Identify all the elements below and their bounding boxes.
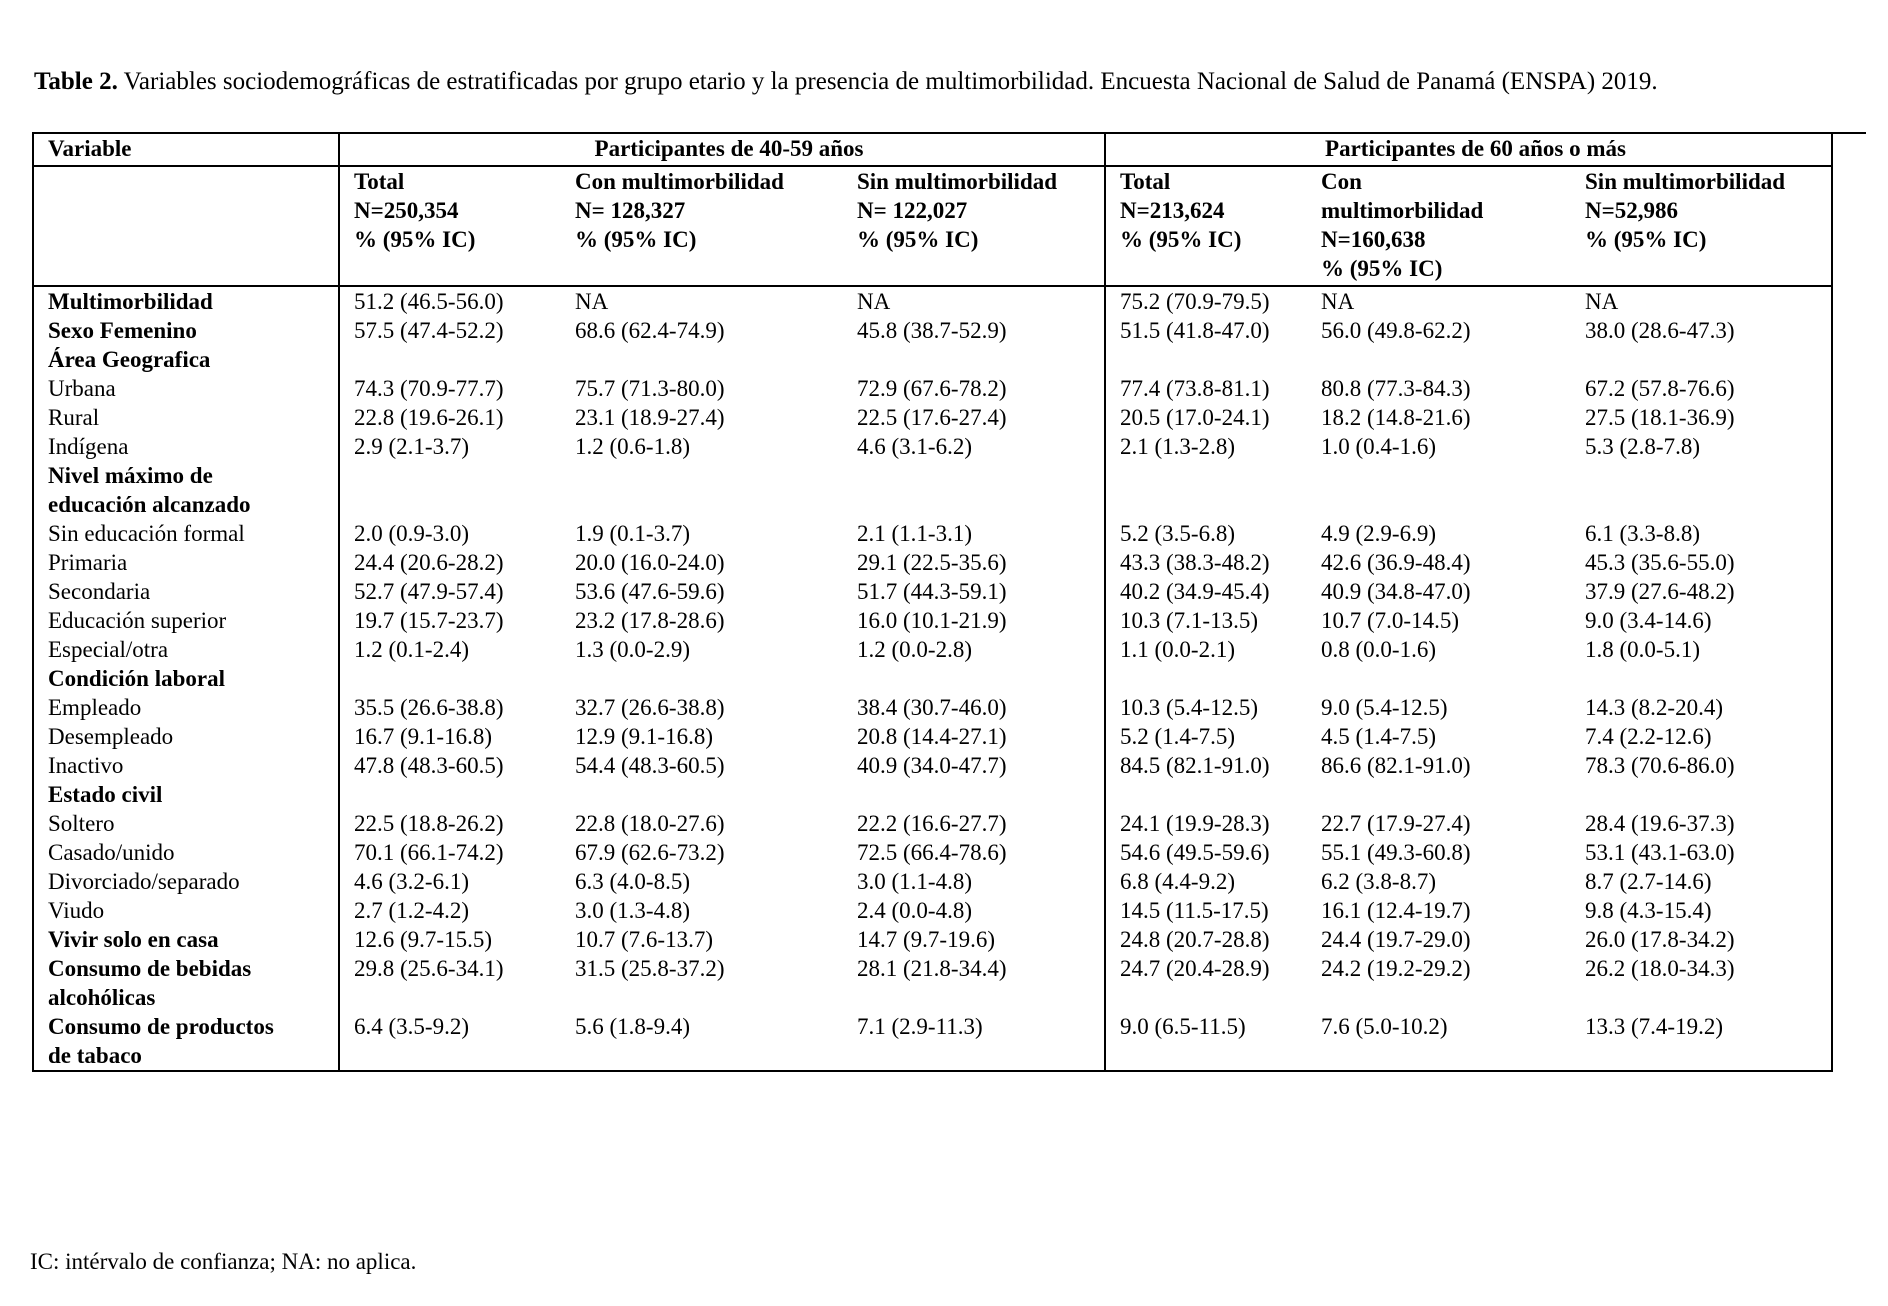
table-cell: 14.7 (9.7-19.6) <box>857 927 995 952</box>
table-cell: 24.2 (19.2-29.2) <box>1321 956 1471 981</box>
row-label: Sin educación formal <box>48 521 245 546</box>
table-row <box>33 664 1832 693</box>
table-cell <box>1307 345 1571 374</box>
table-cell: 12.6 (9.7-15.5) <box>339 925 561 954</box>
column-header-sin-60-plus: Sin multimorbilidad N=52,986 % (95% IC) <box>1571 166 1832 286</box>
table-cell: 8.7 (2.7-14.6) <box>1585 869 1712 894</box>
top-rule-extension <box>1830 132 1866 134</box>
table-cell: 70.1 (66.1-74.2) <box>339 838 561 867</box>
table-row <box>33 490 1832 519</box>
table-cell <box>1307 780 1571 809</box>
table-cell: 9.8 (4.3-15.4) <box>1585 898 1712 923</box>
table-caption <box>34 66 1834 97</box>
table-cell <box>1105 345 1307 374</box>
table-cell: 1.9 (0.1-3.7) <box>575 521 690 546</box>
table-cell: 74.3 (70.9-77.7) <box>339 374 561 403</box>
table-cell: 42.6 (36.9-48.4) <box>1321 550 1471 575</box>
table-row <box>33 896 1832 925</box>
table-cell <box>843 780 1105 809</box>
table-cell <box>1307 983 1571 1012</box>
table-cell: 51.2 (46.5-56.0) <box>339 286 561 316</box>
row-label: Vivir solo en casa <box>48 927 219 952</box>
table-row <box>33 809 1832 838</box>
table-cell: 24.8 (20.7-28.8) <box>1105 925 1307 954</box>
table-cell: 24.4 (20.6-28.2) <box>339 548 561 577</box>
table-cell <box>1105 461 1307 490</box>
table-row <box>33 954 1832 983</box>
table-cell: 7.1 (2.9-11.3) <box>857 1014 983 1039</box>
table-cell <box>843 345 1105 374</box>
table-cell: 5.2 (1.4-7.5) <box>1105 722 1307 751</box>
row-label: Indígena <box>48 434 129 459</box>
table-cell: 47.8 (48.3-60.5) <box>339 751 561 780</box>
table-cell: 27.5 (18.1-36.9) <box>1585 405 1735 430</box>
table-cell: 35.5 (26.6-38.8) <box>339 693 561 722</box>
row-label: Consumo de bebidas <box>48 956 252 981</box>
table-cell <box>843 664 1105 693</box>
table-cell <box>1571 490 1832 519</box>
table-cell: NA <box>1585 289 1619 314</box>
table-cell: 16.7 (9.1-16.8) <box>339 722 561 751</box>
row-label: Inactivo <box>48 753 124 778</box>
table-cell: 31.5 (25.8-37.2) <box>575 956 725 981</box>
table-cell: 67.2 (57.8-76.6) <box>1585 376 1735 401</box>
row-label: Área Geografica <box>48 347 211 372</box>
table-cell: 22.8 (18.0-27.6) <box>575 811 725 836</box>
table-cell: NA <box>1321 289 1355 314</box>
table-cell: 77.4 (73.8-81.1) <box>1105 374 1307 403</box>
row-label: Secondaria <box>48 579 151 604</box>
table-cell: 2.7 (1.2-4.2) <box>339 896 561 925</box>
table-cell <box>339 780 561 809</box>
row-label: Divorciado/separado <box>48 869 240 894</box>
row-label: alcohólicas <box>48 985 156 1010</box>
table-cell: 55.1 (49.3-60.8) <box>1321 840 1471 865</box>
table-cell: 6.8 (4.4-9.2) <box>1105 867 1307 896</box>
table-cell: 18.2 (14.8-21.6) <box>1321 405 1471 430</box>
table-cell <box>843 983 1105 1012</box>
table-row <box>33 780 1832 809</box>
table-cell <box>561 345 843 374</box>
table-cell <box>1307 1041 1571 1071</box>
table-cell <box>1105 780 1307 809</box>
table-cell: 1.2 (0.1-2.4) <box>339 635 561 664</box>
table-cell: 45.3 (35.6-55.0) <box>1585 550 1735 575</box>
table-cell: 4.9 (2.9-6.9) <box>1321 521 1436 546</box>
table-cell <box>561 1041 843 1071</box>
table-cell: 6.4 (3.5-9.2) <box>339 1012 561 1041</box>
row-label: Consumo de productos <box>48 1014 274 1039</box>
column-header-total-40-59: Total N=250,354 % (95% IC) <box>339 166 561 286</box>
table-cell: 16.0 (10.1-21.9) <box>857 608 1007 633</box>
table-cell <box>339 461 561 490</box>
caption-text: Variables sociodemográficas de estratificadas por grupo etario y la presencia de multimorbilidad. Encuesta Nacional de Salud de Panamá (ENSPA) 2019. <box>117 68 1658 95</box>
table-cell: 29.8 (25.6-34.1) <box>339 954 561 983</box>
table-cell: 32.7 (26.6-38.8) <box>575 695 725 720</box>
table-cell <box>339 345 561 374</box>
table-cell: 3.0 (1.1-4.8) <box>857 869 972 894</box>
row-label: Desempleado <box>48 724 174 749</box>
table-cell: 5.3 (2.8-7.8) <box>1585 434 1700 459</box>
table-cell <box>1571 983 1832 1012</box>
table-cell: 67.9 (62.6-73.2) <box>575 840 725 865</box>
table-cell <box>561 461 843 490</box>
table-row <box>33 519 1832 548</box>
table-cell: 28.4 (19.6-37.3) <box>1585 811 1735 836</box>
table-cell: 54.6 (49.5-59.6) <box>1105 838 1307 867</box>
table-cell <box>1105 983 1307 1012</box>
table-cell <box>561 780 843 809</box>
table-row <box>33 838 1832 867</box>
table-cell <box>843 490 1105 519</box>
table-cell: 1.0 (0.4-1.6) <box>1321 434 1436 459</box>
table-cell: 3.0 (1.3-4.8) <box>575 898 690 923</box>
table-cell: 0.8 (0.0-1.6) <box>1321 637 1436 662</box>
column-header-blank <box>33 166 339 286</box>
table-cell: 56.0 (49.8-62.2) <box>1321 318 1471 343</box>
table-cell: 2.9 (2.1-3.7) <box>339 432 561 461</box>
table-cell: 75.7 (71.3-80.0) <box>575 376 725 401</box>
row-label: Nivel máximo de <box>48 463 213 488</box>
table-row <box>33 548 1832 577</box>
table-cell: 2.1 (1.3-2.8) <box>1105 432 1307 461</box>
table-cell: 20.8 (14.4-27.1) <box>857 724 1007 749</box>
column-header-total-60-plus: Total N=213,624 % (95% IC) <box>1105 166 1307 286</box>
table-cell: 16.1 (12.4-19.7) <box>1321 898 1471 923</box>
table-cell: 86.6 (82.1-91.0) <box>1321 753 1471 778</box>
row-label: Condición laboral <box>48 666 226 691</box>
table-cell <box>843 1041 1105 1071</box>
table-cell: 19.7 (15.7-23.7) <box>339 606 561 635</box>
table-cell: 37.9 (27.6-48.2) <box>1585 579 1735 604</box>
table-row <box>33 286 1832 316</box>
caption-label: Table 2. <box>34 68 118 95</box>
row-label: Rural <box>48 405 100 430</box>
table-cell <box>339 664 561 693</box>
table-cell: 2.4 (0.0-4.8) <box>857 898 972 923</box>
table-cell: 14.3 (8.2-20.4) <box>1585 695 1723 720</box>
table-row <box>33 403 1832 432</box>
column-header-con-60-plus: Con multimorbilidad N=160,638 % (95% IC) <box>1307 166 1571 286</box>
table-row <box>33 925 1832 954</box>
table-cell: 28.1 (21.8-34.4) <box>857 956 1007 981</box>
table-cell: 40.9 (34.8-47.0) <box>1321 579 1471 604</box>
table-cell: 20.5 (17.0-24.1) <box>1105 403 1307 432</box>
table-cell: 22.8 (19.6-26.1) <box>339 403 561 432</box>
table-cell: 9.0 (5.4-12.5) <box>1321 695 1448 720</box>
group-header-60-plus: Participantes de 60 años o más <box>1105 133 1832 166</box>
column-header-row <box>33 166 1832 286</box>
table-cell: 1.3 (0.0-2.9) <box>575 637 690 662</box>
table-cell: 5.2 (3.5-6.8) <box>1105 519 1307 548</box>
table-cell <box>561 490 843 519</box>
table-row <box>33 983 1832 1012</box>
table-cell <box>561 664 843 693</box>
row-label: Multimorbilidad <box>48 289 213 314</box>
table-cell: 7.4 (2.2-12.6) <box>1585 724 1712 749</box>
table-cell: 2.1 (1.1-3.1) <box>857 521 972 546</box>
table-cell <box>1307 664 1571 693</box>
table-cell: 24.1 (19.9-28.3) <box>1105 809 1307 838</box>
table-row <box>33 374 1832 403</box>
table-cell: 53.6 (47.6-59.6) <box>575 579 725 604</box>
table-cell: 26.2 (18.0-34.3) <box>1585 956 1735 981</box>
table-cell: 10.3 (7.1-13.5) <box>1105 606 1307 635</box>
table-cell: 7.6 (5.0-10.2) <box>1321 1014 1448 1039</box>
table-cell: 12.9 (9.1-16.8) <box>575 724 713 749</box>
table-cell: 2.0 (0.9-3.0) <box>339 519 561 548</box>
table-cell: 20.0 (16.0-24.0) <box>575 550 725 575</box>
table-cell: 84.5 (82.1-91.0) <box>1105 751 1307 780</box>
table-cell <box>1571 1041 1832 1071</box>
column-header-sin-40-59: Sin multimorbilidad N= 122,027 % (95% IC) <box>843 166 1105 286</box>
table-cell: 10.3 (5.4-12.5) <box>1105 693 1307 722</box>
table-cell: 6.2 (3.8-8.7) <box>1321 869 1436 894</box>
table-cell <box>843 461 1105 490</box>
table-row <box>33 316 1832 345</box>
table-row <box>33 1041 1832 1071</box>
table-cell <box>339 1041 561 1071</box>
table-cell <box>339 983 561 1012</box>
table-row <box>33 345 1832 374</box>
table-cell: 54.4 (48.3-60.5) <box>575 753 725 778</box>
table-cell: 9.0 (6.5-11.5) <box>1105 1012 1307 1041</box>
table-cell <box>1105 490 1307 519</box>
table-cell: 22.5 (17.6-27.4) <box>857 405 1007 430</box>
table-cell: 22.5 (18.8-26.2) <box>339 809 561 838</box>
table-row <box>33 432 1832 461</box>
table-cell: 57.5 (47.4-52.2) <box>339 316 561 345</box>
group-header-40-59: Participantes de 40-59 años <box>339 133 1105 166</box>
table-cell: 5.6 (1.8-9.4) <box>575 1014 690 1039</box>
table-cell: 38.0 (28.6-47.3) <box>1585 318 1735 343</box>
row-label: Especial/otra <box>48 637 169 662</box>
table-cell <box>1307 461 1571 490</box>
table-cell: 9.0 (3.4-14.6) <box>1585 608 1712 633</box>
table-row <box>33 867 1832 896</box>
table-body <box>33 286 1832 1071</box>
table-cell: 40.2 (34.9-45.4) <box>1105 577 1307 606</box>
row-label: Estado civil <box>48 782 163 807</box>
table-cell: 38.4 (30.7-46.0) <box>857 695 1007 720</box>
table-cell: 52.7 (47.9-57.4) <box>339 577 561 606</box>
table-cell: 4.5 (1.4-7.5) <box>1321 724 1436 749</box>
table-cell: 43.3 (38.3-48.2) <box>1105 548 1307 577</box>
table-cell: 4.6 (3.2-6.1) <box>339 867 561 896</box>
row-label: Sexo Femenino <box>48 318 197 343</box>
table-cell: 40.9 (34.0-47.7) <box>857 753 1007 778</box>
table-cell: 45.8 (38.7-52.9) <box>857 318 1007 343</box>
table-cell: 14.5 (11.5-17.5) <box>1105 896 1307 925</box>
table-footnote: IC: intérvalo de confianza; NA: no aplica. <box>30 1249 417 1274</box>
table-cell: 4.6 (3.1-6.2) <box>857 434 972 459</box>
table-cell <box>339 490 561 519</box>
table-cell: 51.7 (44.3-59.1) <box>857 579 1007 604</box>
table-cell <box>1307 490 1571 519</box>
table-cell: 68.6 (62.4-74.9) <box>575 318 725 343</box>
table-cell: 10.7 (7.6-13.7) <box>575 927 713 952</box>
table-cell: 23.1 (18.9-27.4) <box>575 405 725 430</box>
table-cell: 26.0 (17.8-34.2) <box>1585 927 1735 952</box>
table-cell: 75.2 (70.9-79.5) <box>1105 286 1307 316</box>
row-label: Primaria <box>48 550 128 575</box>
table-cell: 1.1 (0.0-2.1) <box>1105 635 1307 664</box>
table-cell: 1.2 (0.0-2.8) <box>857 637 972 662</box>
table-cell: NA <box>857 289 891 314</box>
table-cell: 29.1 (22.5-35.6) <box>857 550 1007 575</box>
variable-header: Variable <box>33 133 339 166</box>
table-cell: 1.8 (0.0-5.1) <box>1585 637 1700 662</box>
table-cell: 1.2 (0.6-1.8) <box>575 434 690 459</box>
data-table <box>32 132 1833 1072</box>
row-label: Casado/unido <box>48 840 175 865</box>
table-row <box>33 606 1832 635</box>
row-label: Urbana <box>48 376 116 401</box>
group-header-row <box>33 133 1832 166</box>
table-cell: 80.8 (77.3-84.3) <box>1321 376 1471 401</box>
table-cell: 6.3 (4.0-8.5) <box>575 869 690 894</box>
table-cell: NA <box>575 289 609 314</box>
row-label: Soltero <box>48 811 115 836</box>
table-cell: 22.2 (16.6-27.7) <box>857 811 1007 836</box>
table-cell: 72.9 (67.6-78.2) <box>857 376 1007 401</box>
table-cell: 23.2 (17.8-28.6) <box>575 608 725 633</box>
table-cell <box>1105 664 1307 693</box>
table-row <box>33 635 1832 664</box>
row-label: de tabaco <box>48 1043 142 1068</box>
table-cell: 6.1 (3.3-8.8) <box>1585 521 1700 546</box>
table-cell: 13.3 (7.4-19.2) <box>1585 1014 1723 1039</box>
table-cell <box>1105 1041 1307 1071</box>
table-cell <box>1571 780 1832 809</box>
table-cell <box>561 983 843 1012</box>
table-row <box>33 751 1832 780</box>
table-cell: 10.7 (7.0-14.5) <box>1321 608 1459 633</box>
row-label: Viudo <box>48 898 105 923</box>
table-row <box>33 722 1832 751</box>
row-label: Empleado <box>48 695 142 720</box>
table-cell <box>1571 664 1832 693</box>
table-cell: 22.7 (17.9-27.4) <box>1321 811 1471 836</box>
table-row <box>33 693 1832 722</box>
row-label: educación alcanzado <box>48 492 251 517</box>
table-cell: 51.5 (41.8-47.0) <box>1105 316 1307 345</box>
row-label: Educación superior <box>48 608 227 633</box>
table-cell: 24.7 (20.4-28.9) <box>1105 954 1307 983</box>
table-cell: 72.5 (66.4-78.6) <box>857 840 1007 865</box>
table-cell: 24.4 (19.7-29.0) <box>1321 927 1471 952</box>
table-cell: 78.3 (70.6-86.0) <box>1585 753 1735 778</box>
column-header-con-40-59: Con multimorbilidad N= 128,327 % (95% IC) <box>561 166 843 286</box>
table-row <box>33 577 1832 606</box>
table-row <box>33 461 1832 490</box>
table-cell: 53.1 (43.1-63.0) <box>1585 840 1735 865</box>
table-row <box>33 1012 1832 1041</box>
table-cell <box>1571 461 1832 490</box>
table-cell <box>1571 345 1832 374</box>
